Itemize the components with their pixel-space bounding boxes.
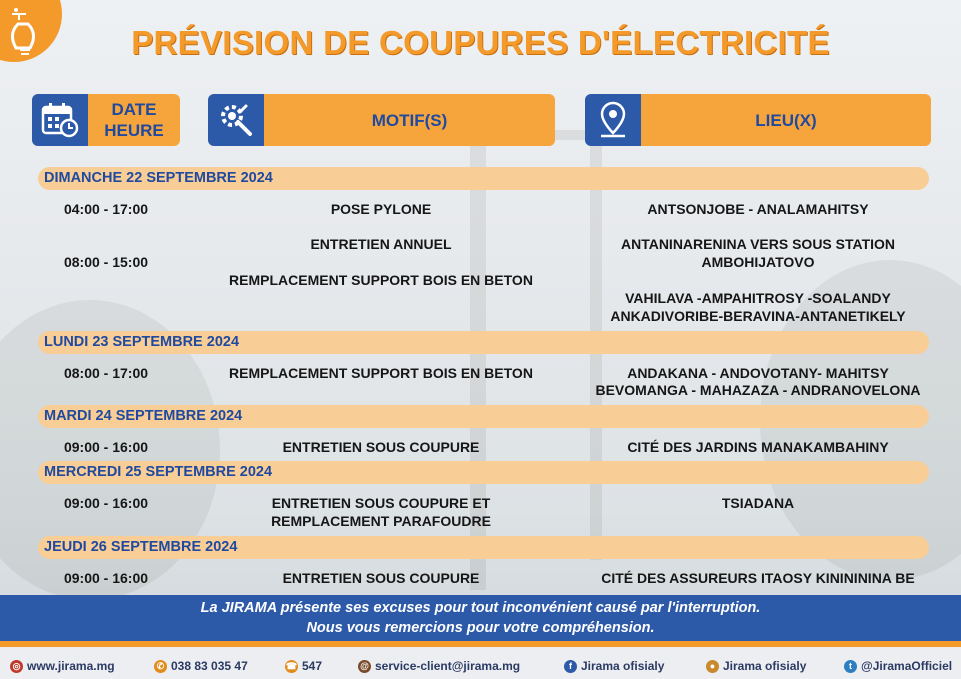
day-bar: LUNDI 23 SEPTEMBRE 2024: [38, 331, 929, 354]
lieu-cell: ANKADIVORIBE-BERAVINA-ANTANETIKELY: [610, 308, 906, 324]
calendar-clock-icon: [32, 94, 88, 146]
header-date-label: [88, 94, 180, 146]
email-text: service-client@jirama.mg: [375, 659, 521, 673]
header-date-heure: [32, 94, 180, 146]
website-text: www.jirama.mg: [27, 659, 115, 673]
email-icon: @: [358, 660, 371, 673]
lieu-cell: CITÉ DES JARDINS MANAKAMBAHINY: [627, 439, 889, 455]
lieu-cell: AMBOHIJATOVO: [701, 254, 815, 270]
motif-cell: POSE PYLONE: [330, 201, 432, 217]
banner-line-1: La JIRAMA présente ses excuses pour tout inconvénient causé par l'interruption.: [200, 600, 761, 616]
time-cell: 09:00 - 16:00: [63, 570, 149, 586]
footer-website[interactable]: [10, 659, 115, 673]
header-motif-label: MOTIF(S): [264, 94, 555, 146]
time-cell: 04:00 - 17:00: [63, 201, 149, 217]
time-cell: 08:00 - 17:00: [63, 365, 149, 381]
facebook-text: Jirama ofisialy: [581, 659, 665, 673]
motif-cell: REMPLACEMENT SUPPORT BOIS EN BETON: [229, 272, 533, 288]
footer-twitter[interactable]: [844, 659, 952, 673]
messenger-text: Jirama ofisialy: [723, 659, 807, 673]
banner-line-2: Nous vous remercions pour votre compréhension.: [306, 620, 655, 636]
twitter-text: @JiramaOfficiel: [861, 659, 953, 673]
facebook-icon: f: [564, 660, 577, 673]
motif-cell: REMPLACEMENT PARAFOUDRE: [271, 513, 491, 529]
header-lieu-label: LIEU(X): [641, 94, 931, 146]
jirama-logo-icon: ●: [706, 660, 719, 673]
time-cell: 09:00 - 16:00: [63, 495, 149, 511]
footer-short-number[interactable]: [285, 659, 322, 673]
lieu-cell: CITÉ DES ASSUREURS ITAOSY KININININA BE: [601, 570, 915, 586]
header-motif: [208, 94, 555, 146]
phone-icon: ✆: [154, 660, 167, 673]
day-bar: MERCREDI 25 SEPTEMBRE 2024: [38, 461, 929, 484]
time-cell: 08:00 - 15:00: [63, 254, 149, 270]
footer-email[interactable]: [358, 659, 520, 673]
lieu-cell: BEVOMANGA - MAHAZAZA - ANDRANOVELONA: [595, 382, 921, 398]
lieu-cell: ANTSONJOBE - ANALAMAHITSY: [647, 201, 869, 217]
footer-facebook[interactable]: [564, 659, 664, 673]
motif-cell: ENTRETIEN ANNUEL: [310, 236, 452, 252]
lieu-cell: VAHILAVA -AMPAHITROSY -SOALANDY: [625, 290, 891, 306]
phone-text: 038 83 035 47: [171, 659, 248, 673]
lieu-cell: ANDAKANA - ANDOVOTANY- MAHITSY: [627, 365, 889, 381]
day-bar: DIMANCHE 22 SEPTEMBRE 2024: [38, 167, 929, 190]
motif-cell: ENTRETIEN SOUS COUPURE: [282, 439, 480, 455]
lieu-cell: TSIADANA: [721, 495, 795, 511]
short-number-text: 547: [302, 659, 323, 673]
motif-cell: ENTRETIEN SOUS COUPURE: [282, 570, 480, 586]
lieu-cell: ANTANINARENINA VERS SOUS STATION: [620, 236, 896, 252]
header-lieu: [585, 94, 931, 146]
time-cell: 09:00 - 16:00: [63, 439, 149, 455]
day-bar: MARDI 24 SEPTEMBRE 2024: [38, 405, 929, 428]
apology-banner: [0, 595, 961, 641]
twitter-icon: t: [844, 660, 857, 673]
footer-phone[interactable]: [154, 659, 248, 673]
page-title: PRÉVISION DE COUPURES D'ÉLECTRICITÉ: [131, 24, 830, 61]
motif-cell: REMPLACEMENT SUPPORT BOIS EN BETON: [229, 365, 533, 381]
day-bar: JEUDI 26 SEPTEMBRE 2024: [38, 536, 929, 559]
globe-icon: ◎: [10, 660, 23, 673]
location-pin-icon: [585, 94, 641, 146]
gear-wrench-icon: [208, 94, 264, 146]
header-heure-text: HEURE: [104, 121, 164, 140]
hand-icon: ☎: [285, 660, 298, 671]
footer-messenger[interactable]: [706, 659, 806, 673]
header-date-text: DATE: [111, 100, 157, 119]
tap-bulb-icon: [4, 4, 48, 60]
motif-cell: ENTRETIEN SOUS COUPURE ET: [271, 495, 491, 511]
